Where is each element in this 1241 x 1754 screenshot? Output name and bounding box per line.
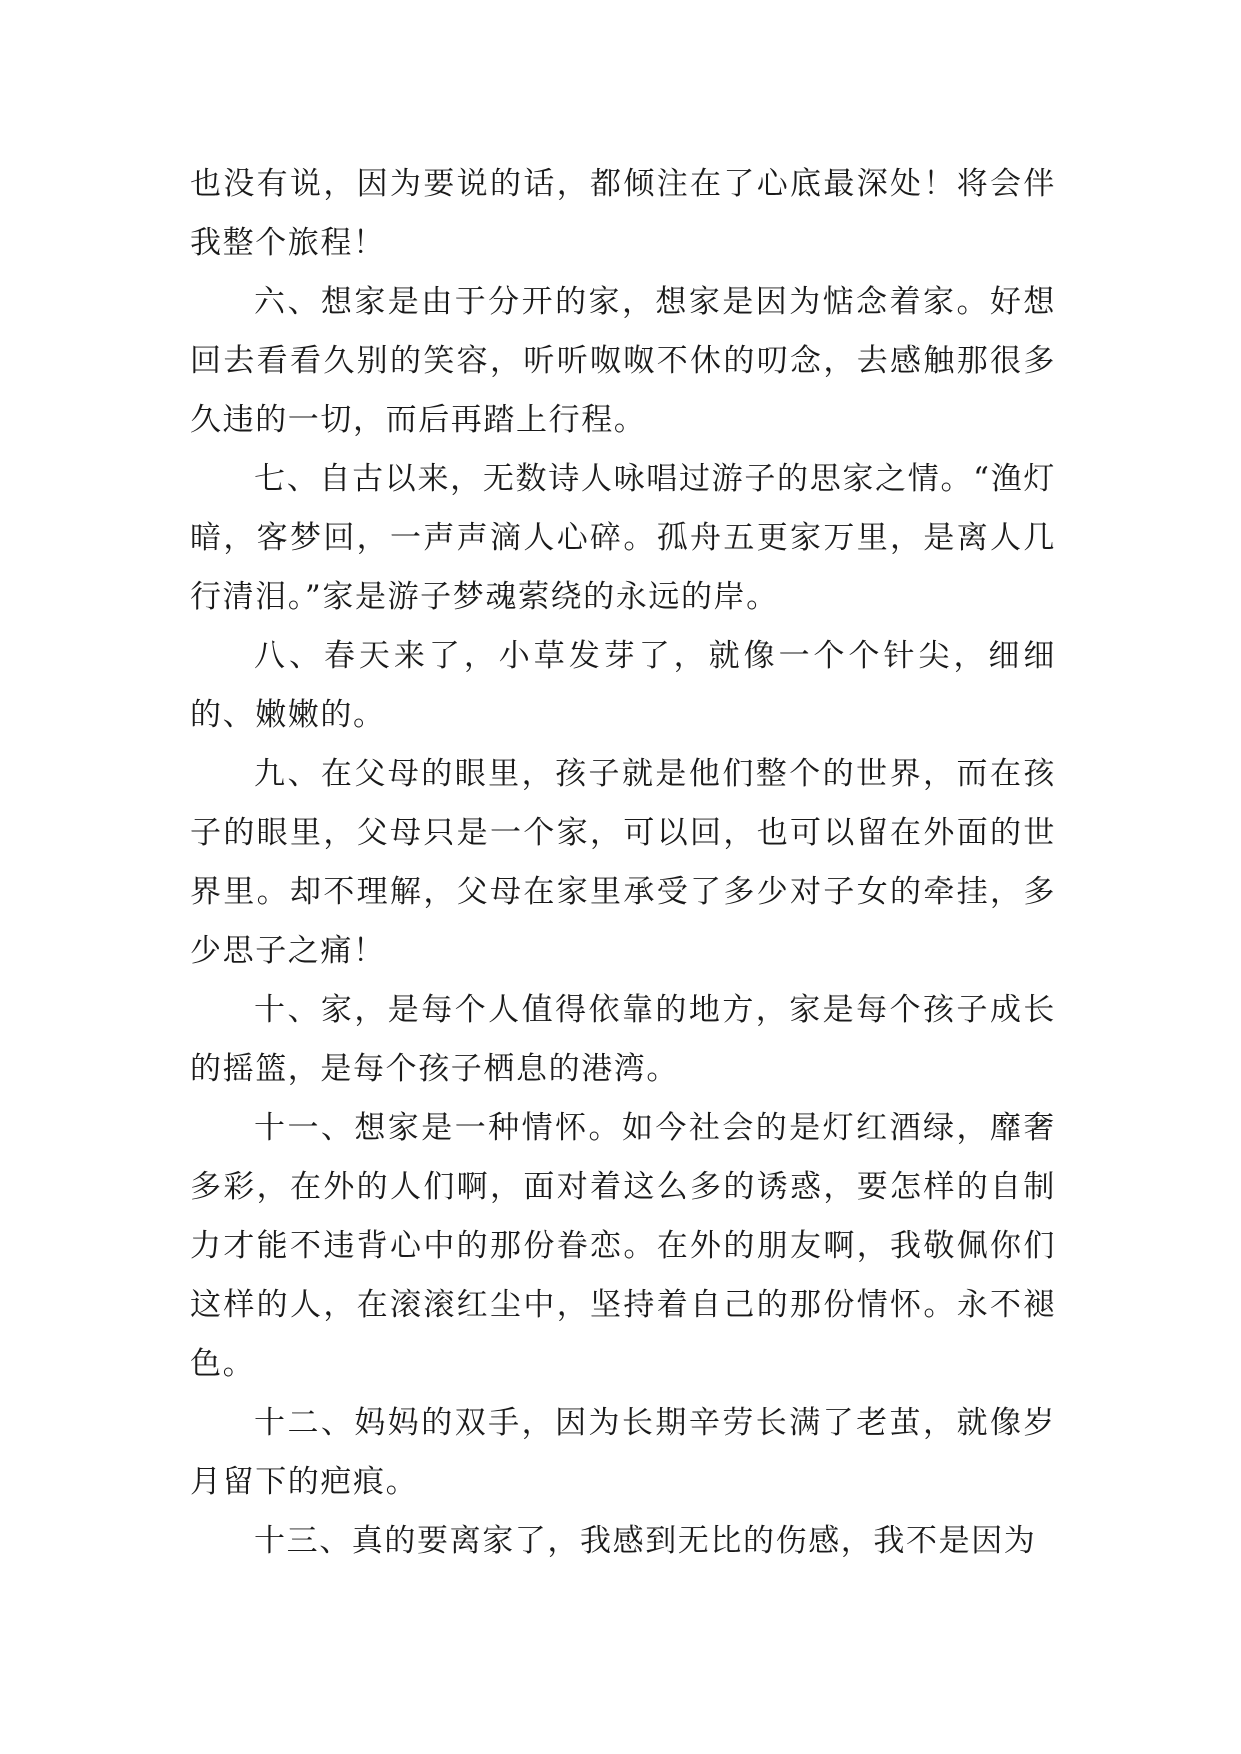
paragraph-item-10: 十、家，是每个人值得依靠的地方，家是每个孩子成长的摇篮，是每个孩子栖息的港湾。 xyxy=(190,992,1056,1087)
paragraph-continuation: 也没有说，因为要说的话，都倾注在了心底最深处！将会伴我整个旅程！ xyxy=(190,166,1056,261)
paragraph-item-13: 十三、真的要离家了，我感到无比的伤感，我不是因为 xyxy=(254,1523,1037,1559)
paragraph-item-8: 八、春天来了，小草发芽了，就像一个个针尖，细细的、嫩嫩的。 xyxy=(190,638,1056,733)
paragraph-item-9: 九、在父母的眼里，孩子就是他们整个的世界，而在孩子的眼里，父母只是一个家，可以回，也可以留在外面的世界里。却不理解，父母在家里承受了多少对子女的牵挂，多少思子之痛！ xyxy=(190,756,1056,969)
paragraph-item-12: 十二、妈妈的双手，因为长期辛劳长满了老茧，就像岁月留下的疤痕。 xyxy=(190,1405,1056,1500)
paragraph-item-11: 十一、想家是一种情怀。如今社会的是灯红酒绿，靡奢多彩，在外的人们啊，面对着这么多的诱惑，要怎样的自制力才能不违背心中的那份眷恋。在外的朋友啊，我敬佩你们这样的人，在滚滚红尘中，坚持着自己的那份情怀。永不褪色。 xyxy=(190,1110,1056,1382)
document-body xyxy=(190,155,1056,1571)
paragraph-item-7: 七、自古以来，无数诗人咏唱过游子的思家之情。“渔灯暗，客梦回，一声声滴人心碎。孤舟五更家万里，是离人几行清泪。”家是游子梦魂萦绕的永远的岸。 xyxy=(190,461,1056,615)
paragraph-item-6: 六、想家是由于分开的家，想家是因为惦念着家。好想回去看看久别的笑容，听听呶呶不休的叨念，去感触那很多久违的一切，而后再踏上行程。 xyxy=(190,284,1056,438)
